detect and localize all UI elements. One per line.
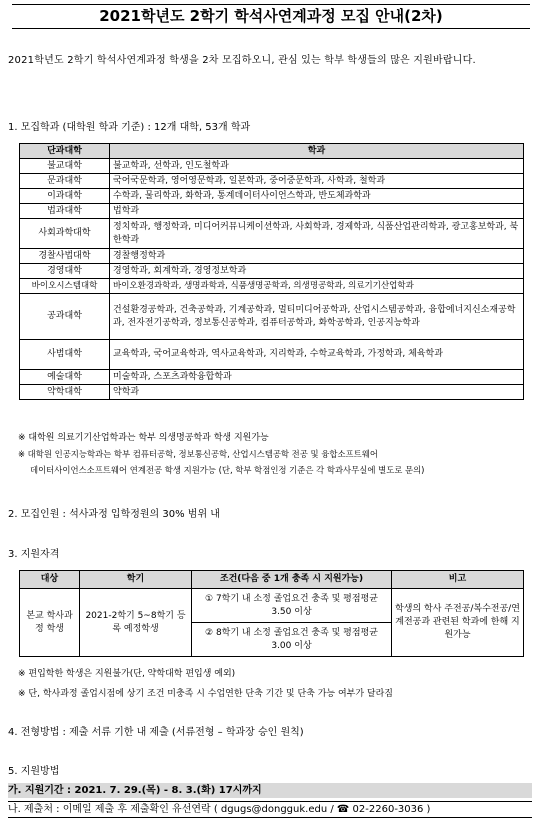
condition-cell-2: ② 8학기 내 소정 졸업요건 충족 및 평점평균 3.00 이상 <box>192 623 392 657</box>
dept-cell: 교육학과, 국어교육학과, 역사교육학과, 지리학과, 수학교육학과, 가정학과, 체육학과 <box>110 340 524 370</box>
college-cell: 법과대학 <box>20 204 110 219</box>
target-cell: 본교 학사과정 학생 <box>20 589 80 657</box>
section-3-heading: 3. 지원자격 <box>8 549 60 560</box>
dept-cell: 건설환경공학과, 건축공학과, 기계공학과, 멀티미디어공학과, 산업시스템공학과, 융합에너지신소재공학과, 전자전기공학과, 정보통신공학과, 컴퓨터공학과, 화학공학과, 인공지능학과 <box>110 294 524 340</box>
page-title: 2021학년도 2학기 학석사연계과정 모집 안내(2차) <box>99 7 443 25</box>
table-row <box>20 385 524 400</box>
college-cell: 공과대학 <box>20 294 110 340</box>
dept-cell: 경영학과, 회계학과, 경영정보학과 <box>110 264 524 279</box>
intro-paragraph: 2021학년도 2학기 학석사연계과정 학생을 2차 모집하오니, 관심 있는 학부 학생들의 많은 지원바랍니다. <box>8 55 476 66</box>
table-row <box>20 340 524 370</box>
college-cell: 사범대학 <box>20 340 110 370</box>
college-cell: 경찰사법대학 <box>20 249 110 264</box>
table-row <box>20 589 524 623</box>
dept-cell: 법학과 <box>110 204 524 219</box>
dept-table-header-college: 단과대학 <box>20 144 110 159</box>
qual-header-condition: 조건(다음 중 1개 충족 시 지원가능) <box>192 571 392 589</box>
section-2-heading: 2. 모집인원 : 석사과정 입학정원의 30% 범위 내 <box>8 509 220 520</box>
qual-header-semester: 학기 <box>80 571 192 589</box>
dept-cell: 불교학과, 선학과, 인도철학과 <box>110 159 524 174</box>
table-row <box>20 279 524 294</box>
section-1-heading: 1. 모집학과 (대학원 학과 기준) : 12개 대학, 53개 학과 <box>8 122 251 133</box>
college-cell: 문과대학 <box>20 174 110 189</box>
table-row <box>20 294 524 340</box>
title-top-rule <box>12 4 530 5</box>
qual-header-remark: 비고 <box>392 571 524 589</box>
condition-cell-1: ① 7학기 내 소정 졸업요건 충족 및 평점평균 3.50 이상 <box>192 589 392 623</box>
semester-cell: 2021-2학기 5~8학기 등록 예정학생 <box>80 589 192 657</box>
table-row <box>20 174 524 189</box>
college-cell: 약학대학 <box>20 385 110 400</box>
title-bottom-rule <box>12 28 530 29</box>
qual-header-target: 대상 <box>20 571 80 589</box>
college-cell: 이과대학 <box>20 189 110 204</box>
note-ai-dept-cont: 데이터사이언스소프트웨어 연계전공 학생 지원가능 (단, 학부 학점인정 기준은 각 학과사무실에 별도로 문의) <box>30 465 425 475</box>
apply-submit: 나. 제출처 : 이메일 제출 후 제출확인 유선연락 ( dgugs@dongguk.edu / ☎ 02-2260-3036 ) <box>8 801 532 818</box>
college-cell: 사회과학대학 <box>20 219 110 249</box>
qualification-table <box>19 570 524 657</box>
dept-cell: 수학과, 물리학과, 화학과, 통계데이터사이언스학과, 반도체과학과 <box>110 189 524 204</box>
section-5-heading: 5. 지원방법 <box>8 766 60 777</box>
college-cell: 불교대학 <box>20 159 110 174</box>
table-row <box>20 370 524 385</box>
apply-period: 가. 지원기간 : 2021. 7. 29.(목) - 8. 3.(화) 17시까지 <box>8 783 532 798</box>
table-row <box>20 189 524 204</box>
college-cell: 예술대학 <box>20 370 110 385</box>
table-row <box>20 249 524 264</box>
dept-table-header-dept: 학과 <box>110 144 524 159</box>
section-4-heading: 4. 전형방법 : 제출 서류 기한 내 제출 (서류전형 – 학과장 승인 원칙) <box>8 727 304 738</box>
dept-cell: 국어국문학과, 영어영문학과, 일본학과, 중어중문학과, 사학과, 철학과 <box>110 174 524 189</box>
table-row <box>20 204 524 219</box>
table-row <box>20 159 524 174</box>
table-row <box>20 264 524 279</box>
remark-cell: 학생의 학사 주전공/복수전공/연계전공과 관련된 학과에 한해 지원가능 <box>392 589 524 657</box>
dept-cell: 정치학과, 행정학과, 미디어커뮤니케이션학과, 사회학과, 경제학과, 식품산업관리학과, 광고홍보학과, 북한학과 <box>110 219 524 249</box>
dept-cell: 미술학과, 스포츠과학융합학과 <box>110 370 524 385</box>
college-cell: 바이오시스템대학 <box>20 279 110 294</box>
note-transfer: ※ 편입학한 학생은 지원불가(단, 약학대학 편입생 예외) <box>18 669 236 679</box>
college-cell: 경영대학 <box>20 264 110 279</box>
note-graduation: ※ 단, 학사과정 졸업시점에 상기 조건 미충족 시 수업연한 단축 기간 및 단축 가능 여부가 달라짐 <box>18 689 393 699</box>
dept-cell: 바이오환경과학과, 생명과학과, 식품생명공학과, 의생명공학과, 의료기기산업학과 <box>110 279 524 294</box>
table-row <box>20 219 524 249</box>
dept-cell: 약학과 <box>110 385 524 400</box>
note-ai-dept: ※ 대학원 인공지능학과는 학부 컴퓨터공학, 정보통신공학, 산업시스템공학 전공 및 융합소프트웨어 <box>18 449 378 459</box>
note-medical-device: ※ 대학원 의료기기산업학과는 학부 의생명공학과 학생 지원가능 <box>18 433 269 443</box>
dept-cell: 경찰행정학과 <box>110 249 524 264</box>
department-table <box>19 143 524 400</box>
